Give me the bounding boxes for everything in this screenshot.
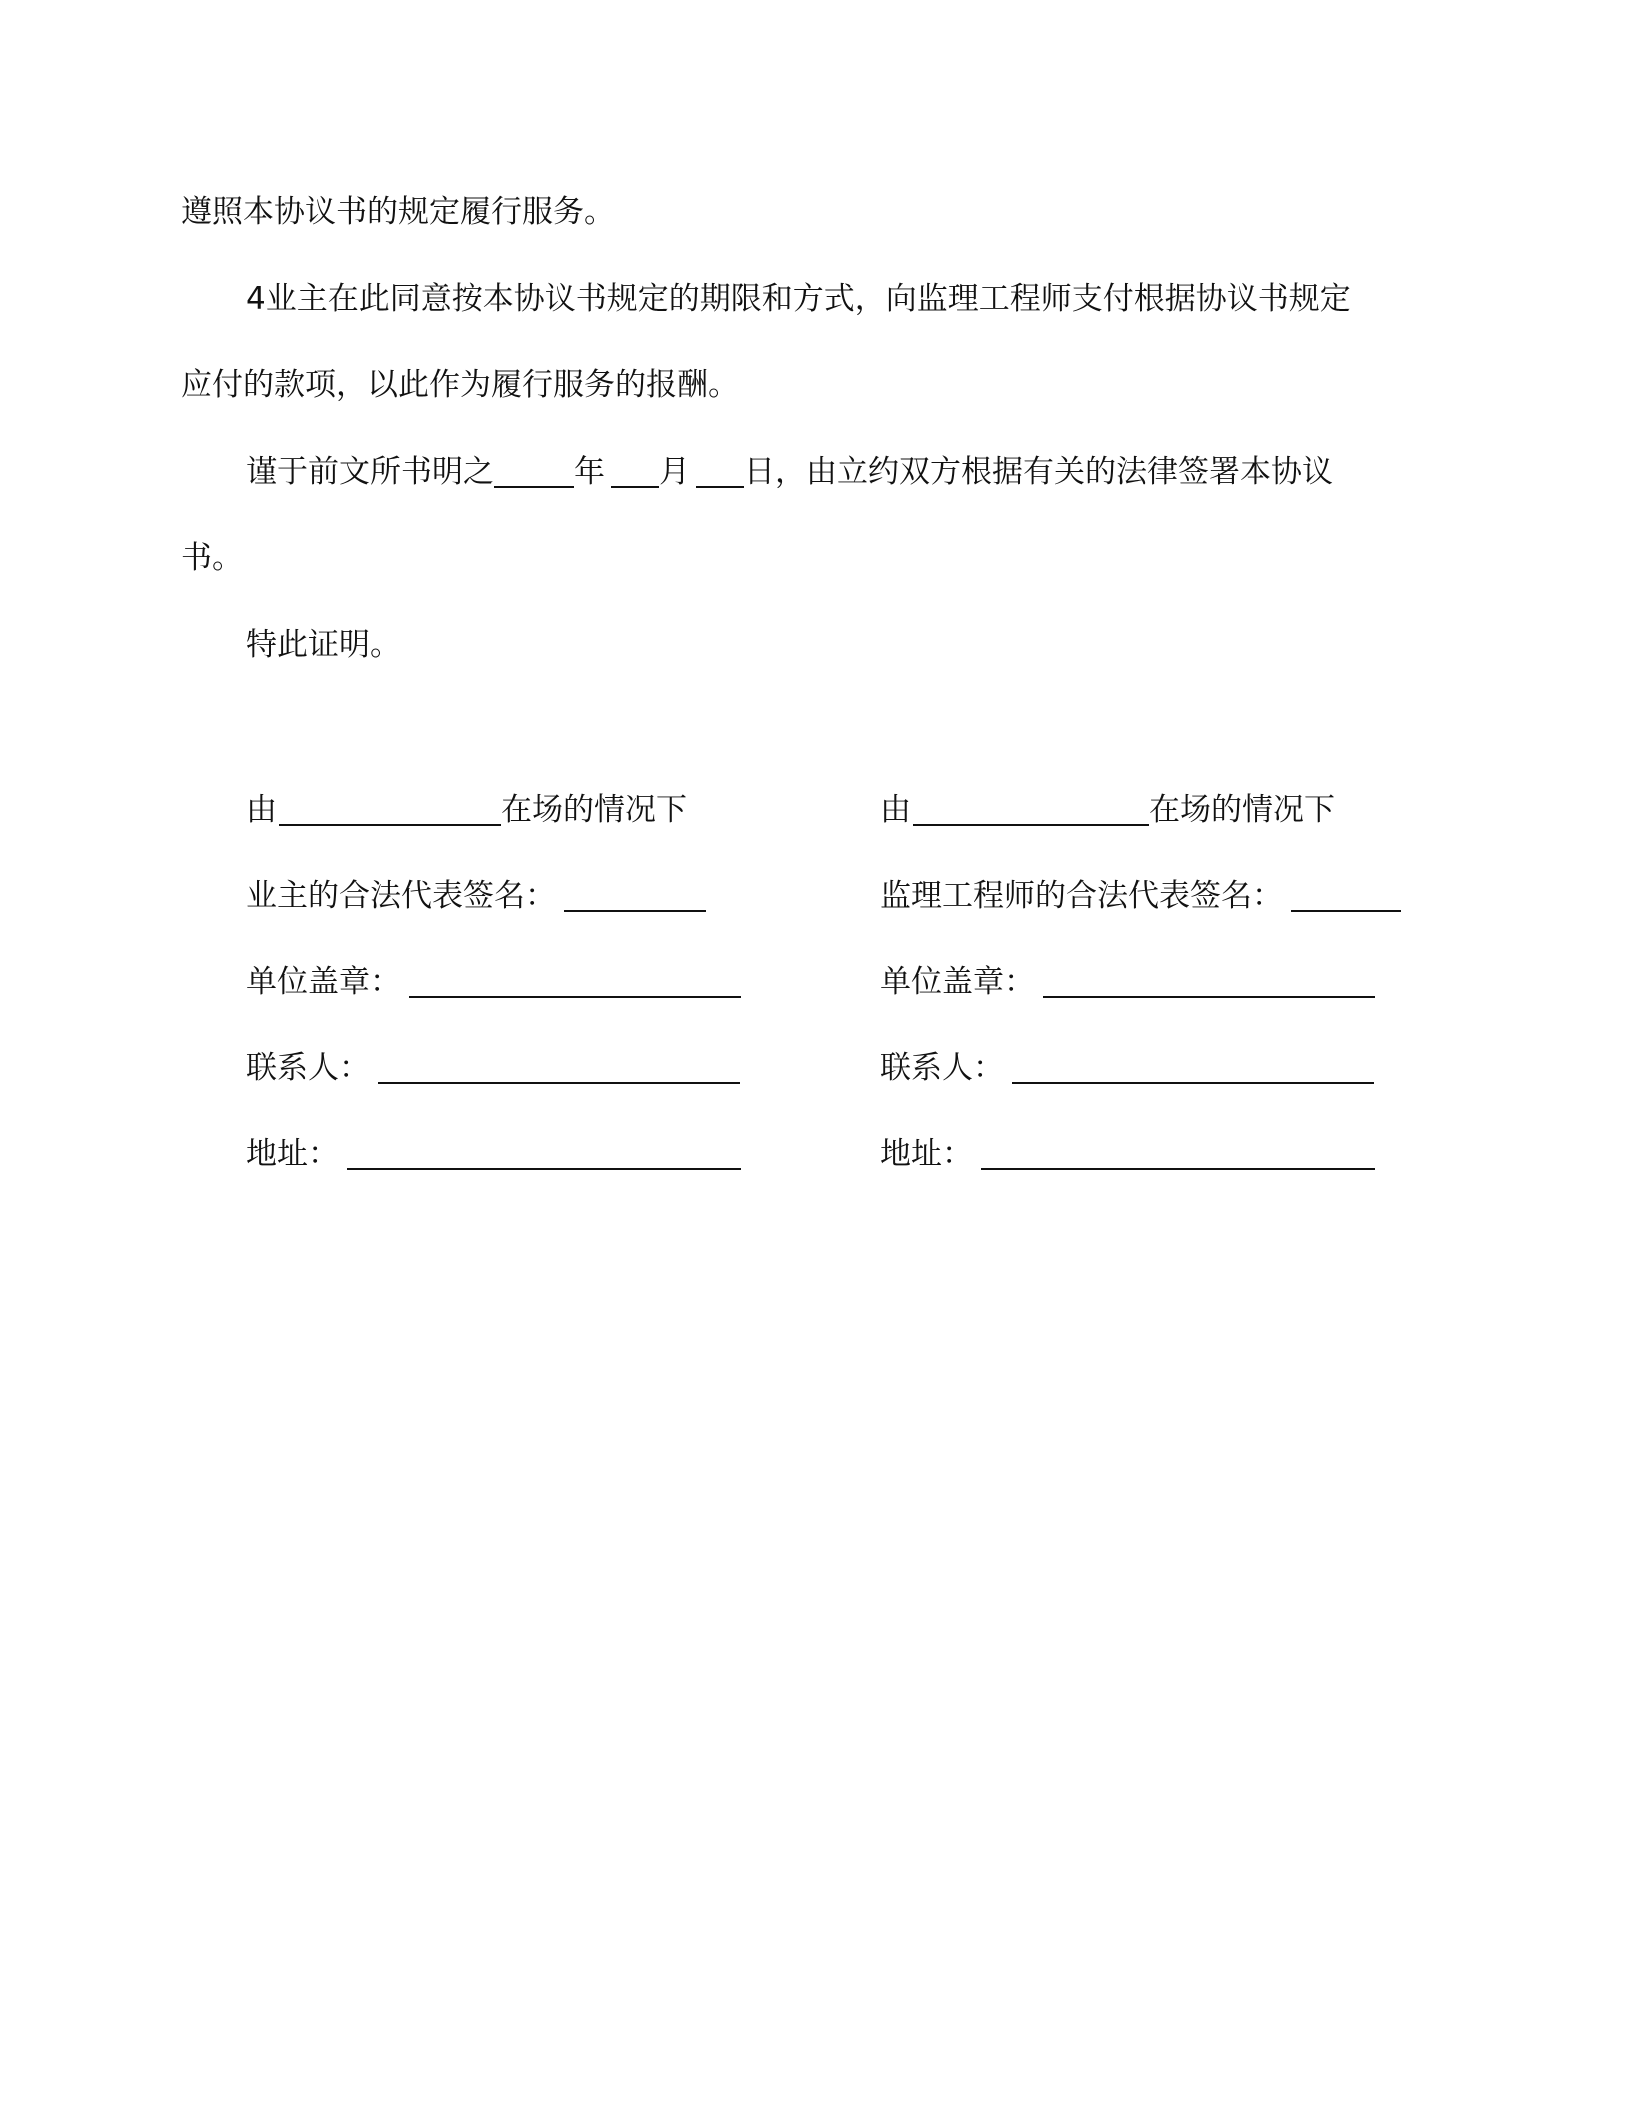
owner-address-label: 地址：	[246, 1136, 339, 1172]
paragraph-signing-date-line-1	[246, 452, 1333, 492]
month-label: 月	[659, 454, 690, 490]
owner-seal-field[interactable]	[409, 966, 741, 998]
owner-contact-row	[246, 1048, 740, 1088]
paragraph-text: 书。	[181, 540, 243, 576]
paragraph-service-end	[181, 192, 615, 232]
paragraph-signing-date-line-2	[181, 538, 243, 578]
engineer-seal-field[interactable]	[1043, 966, 1375, 998]
paragraph-certify	[246, 625, 401, 665]
day-blank[interactable]	[696, 456, 744, 488]
owner-witness-row	[246, 790, 687, 830]
owner-witness-field[interactable]	[279, 794, 501, 826]
owner-witness-suffix: 在场的情况下	[501, 792, 687, 828]
paragraph-text: 应付的款项，以此作为履行服务的报酬。	[181, 367, 739, 403]
engineer-witness-field[interactable]	[913, 794, 1149, 826]
owner-rep-sign-field[interactable]	[564, 880, 706, 912]
owner-seal-row	[246, 962, 741, 1002]
engineer-address-row	[880, 1134, 1375, 1174]
engineer-address-field[interactable]	[981, 1138, 1375, 1170]
engineer-rep-sign-label: 监理工程师的合法代表签名：	[880, 878, 1283, 914]
owner-seal-label: 单位盖章：	[246, 964, 401, 1000]
paragraph-text: 谨于前文所书明之	[246, 454, 494, 490]
paragraph-payment-line-1	[246, 279, 1351, 319]
engineer-witness-row	[880, 790, 1335, 830]
year-blank[interactable]	[494, 456, 574, 488]
paragraph-text: 遵照本协议书的规定履行服务。	[181, 194, 615, 230]
engineer-witness-prefix: 由	[880, 792, 911, 828]
engineer-seal-row	[880, 962, 1375, 1002]
owner-witness-prefix: 由	[246, 792, 277, 828]
owner-address-field[interactable]	[347, 1138, 741, 1170]
engineer-seal-label: 单位盖章：	[880, 964, 1035, 1000]
engineer-rep-sign-row	[880, 876, 1401, 916]
paragraph-text: 日，由立约双方根据有关的法律签署本协议	[744, 454, 1333, 490]
owner-rep-sign-row	[246, 876, 706, 916]
owner-rep-sign-label: 业主的合法代表签名：	[246, 878, 556, 914]
owner-contact-label: 联系人：	[246, 1050, 370, 1086]
year-label: 年	[574, 454, 605, 490]
owner-address-row	[246, 1134, 741, 1174]
engineer-witness-suffix: 在场的情况下	[1149, 792, 1335, 828]
paragraph-text: 特此证明。	[246, 627, 401, 663]
engineer-contact-label: 联系人：	[880, 1050, 1004, 1086]
engineer-rep-sign-field[interactable]	[1291, 880, 1401, 912]
owner-contact-field[interactable]	[378, 1052, 740, 1084]
engineer-contact-row	[880, 1048, 1374, 1088]
engineer-address-label: 地址：	[880, 1136, 973, 1172]
paragraph-payment-line-2	[181, 365, 739, 405]
engineer-contact-field[interactable]	[1012, 1052, 1374, 1084]
month-blank[interactable]	[611, 456, 659, 488]
paragraph-text: 4业主在此同意按本协议书规定的期限和方式，向监理工程师支付根据协议书规定	[246, 281, 1351, 317]
